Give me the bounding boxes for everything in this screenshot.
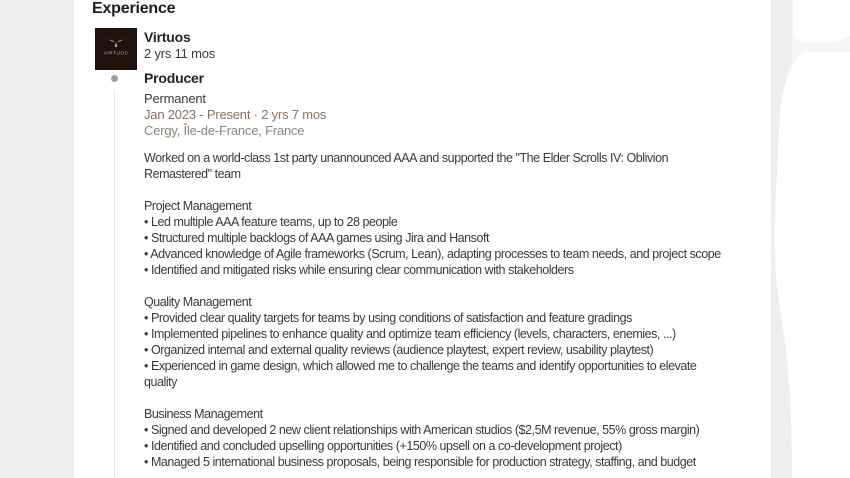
position-title: Producer	[144, 70, 204, 86]
description-line: • Experienced in game design, which allowed me to challenge the teams and identify opportunities to elevate	[144, 359, 697, 373]
position-description	[144, 150, 769, 470]
description-line: • Managed 5 international business proposals, being responsible for production strategy, staffing, and budget	[144, 455, 696, 469]
description-line: • Signed and developed 2 new client relationships with American studios ($2,5M revenue, 55% gross margin)	[144, 423, 700, 437]
description-line: Worked on a world-class 1st party unannounced AAA and supported the "The Elder Scrolls IV: Oblivion	[144, 151, 669, 165]
description-line: • Identified and mitigated risks while ensuring clear communication with stakeholders	[144, 263, 574, 277]
description-line: Project Management	[144, 199, 252, 213]
virtuos-logo-icon	[97, 30, 135, 68]
description-line	[144, 390, 769, 406]
company-total-duration: 2 yrs 11 mos	[144, 46, 216, 61]
timeline-dot	[111, 75, 118, 82]
description-line	[144, 182, 769, 198]
description-line: Quality Management	[144, 295, 252, 309]
description-line: • Led multiple AAA feature teams, up to 28 people	[144, 215, 398, 229]
timeline-line	[114, 90, 115, 478]
section-title: Experience	[92, 0, 176, 17]
description-line: • Identified and concluded upselling opportunities (+150% upsell on a co-development project)	[144, 439, 622, 453]
description-line: • Advanced knowledge of Agile frameworks (Scrum, Lean), adapting processes to team needs, and project scope	[144, 247, 721, 261]
description-line: • Organized internal and external quality reviews (audience playtest, expert review, usability playtest)	[144, 343, 654, 357]
experience-card	[74, 0, 771, 478]
svg-text:VIRTUOS: VIRTUOS	[103, 50, 129, 56]
description-line: Remastered" team	[144, 167, 241, 181]
description-line	[144, 278, 769, 294]
description-line: Business Management	[144, 407, 263, 421]
description-line: • Implemented pipelines to enhance quality and optimize team efficiency (levels, characters, enemies, ...)	[144, 327, 676, 341]
right-rail	[771, 0, 850, 478]
right-rail-graphic	[771, 0, 850, 478]
employment-type: Permanent	[144, 91, 206, 106]
position-location: Cergy, Île-de-France, France	[144, 123, 305, 138]
description-line: quality	[144, 375, 177, 389]
description-line: • Structured multiple backlogs of AAA games using Jira and Hansoft	[144, 231, 490, 245]
company-logo[interactable]	[95, 28, 137, 70]
description-line: • Provided clear quality targets for teams by using conditions of satisfaction and feature gradings	[144, 311, 632, 325]
position-date-range: Jan 2023 - Present · 2 yrs 7 mos	[144, 107, 327, 122]
company-name: Virtuos	[144, 29, 191, 45]
